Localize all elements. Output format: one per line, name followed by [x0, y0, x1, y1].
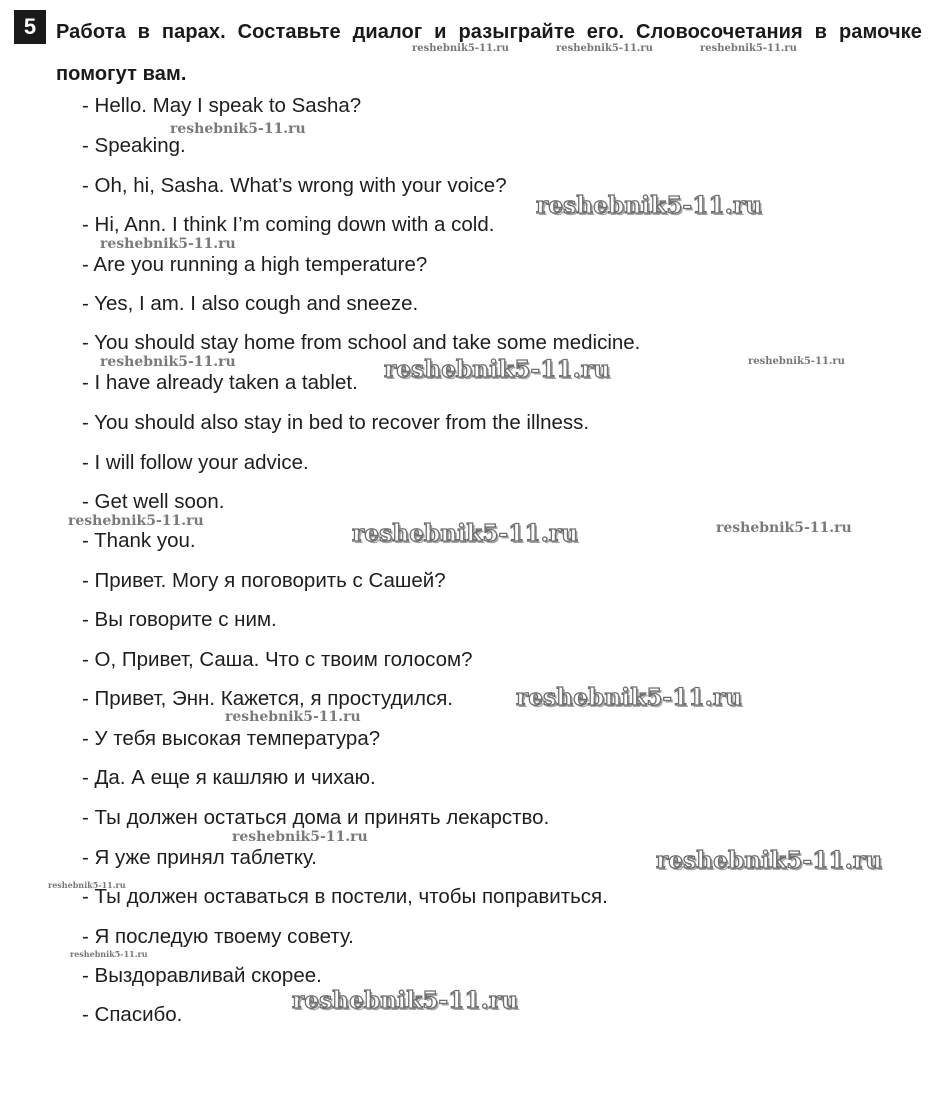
watermark: reshebnik5-11.ru	[100, 354, 236, 370]
watermark: reshebnik5-11.ru	[748, 356, 845, 367]
dialogue-line-en: - Speaking.	[82, 134, 186, 157]
dialogue-line-ru: - Вы говорите с ним.	[82, 608, 277, 631]
watermark: reshebnik5-11.ru	[170, 121, 306, 137]
watermark: reshebnik5-11.ru	[292, 987, 519, 1014]
dialogue-line-ru: - Ты должен остаться дома и принять лекарство.	[82, 806, 550, 829]
watermark: reshebnik5-11.ru	[700, 43, 797, 54]
watermark: reshebnik5-11.ru	[100, 236, 236, 252]
watermark: reshebnik5-11.ru	[48, 880, 126, 890]
dialogue-line-ru: - Выздоравливай скорее.	[82, 964, 322, 987]
dialogue-line-en: - Hi, Ann. I think I’m coming down with a cold.	[82, 213, 495, 236]
watermark: reshebnik5-11.ru	[656, 847, 883, 874]
dialogue-line-ru: - Да. А еще я кашляю и чихаю.	[82, 766, 376, 789]
watermark: reshebnik5-11.ru	[384, 356, 611, 383]
dialogue-line-ru: - Привет. Могу я поговорить с Сашей?	[82, 569, 446, 592]
dialogue-line-en: - You should stay home from school and take some medicine.	[82, 331, 641, 354]
dialogue-line-ru: - О, Привет, Саша. Что с твоим голосом?	[82, 648, 473, 671]
task-instruction: Работа в парах. Составьте диалог и разыграйте его. Словосочетания в рамочке помогут вам.	[56, 21, 922, 85]
dialogue-line-en: - Yes, I am. I also cough and sneeze.	[82, 292, 419, 315]
watermark: reshebnik5-11.ru	[352, 520, 579, 547]
dialogue-line-en: - I have already taken a tablet.	[82, 371, 358, 394]
watermark: reshebnik5-11.ru	[412, 43, 509, 54]
dialogue-line-ru: - Я последую твоему совету.	[82, 925, 354, 948]
dialogue-line-en: - Are you running a high temperature?	[82, 253, 428, 276]
dialogue-line-en: - I will follow your advice.	[82, 451, 309, 474]
watermark: reshebnik5-11.ru	[516, 684, 743, 711]
dialogue-line-en: - Oh, hi, Sasha. What’s wrong with your voice?	[82, 174, 507, 197]
dialogue-line-ru: - Спасибо.	[82, 1003, 183, 1026]
watermark: reshebnik5-11.ru	[70, 949, 148, 959]
dialogue-line-ru: - У тебя высокая температура?	[82, 727, 381, 750]
dialogue-line-en: - Get well soon.	[82, 490, 225, 513]
dialogue-line-ru: - Ты должен оставаться в постели, чтобы поправиться.	[82, 885, 608, 908]
dialogue-line-en: - Hello. May I speak to Sasha?	[82, 94, 362, 117]
watermark: reshebnik5-11.ru	[556, 43, 653, 54]
exercise-number-badge: 5	[14, 10, 46, 44]
watermark: reshebnik5-11.ru	[536, 192, 763, 219]
watermark: reshebnik5-11.ru	[716, 520, 852, 536]
watermark: reshebnik5-11.ru	[232, 829, 368, 845]
watermark: reshebnik5-11.ru	[225, 709, 361, 725]
dialogue-line-ru: - Привет, Энн. Кажется, я простудился.	[82, 687, 454, 710]
watermark: reshebnik5-11.ru	[68, 513, 204, 529]
dialogue-line-en: - Thank you.	[82, 529, 196, 552]
dialogue-line-ru: - Я уже принял таблетку.	[82, 846, 317, 869]
dialogue-line-en: - You should also stay in bed to recover from the illness.	[82, 411, 590, 434]
